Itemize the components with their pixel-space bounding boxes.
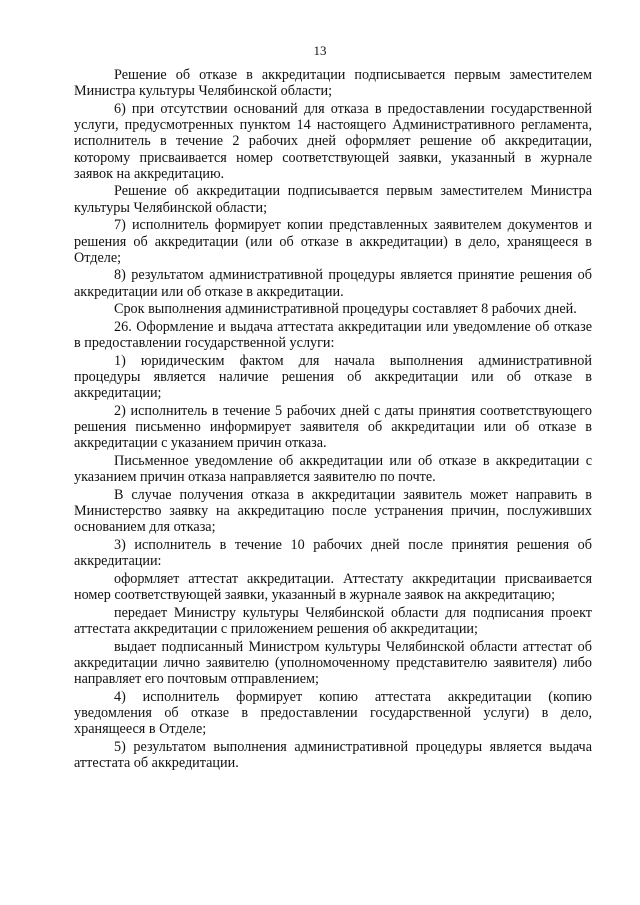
paragraph: Решение об аккредитации подписывается первым заместителем Министра культуры Челябинской области; [74,183,592,216]
document-body [74,67,592,773]
paragraph: 26. Оформление и выдача аттестата аккредитации или уведомление об отказе в предоставлении государственной услуги: [74,319,592,352]
paragraph: 5) результатом выполнения административной процедуры является выдача аттестата об аккредитации. [74,739,592,772]
paragraph: выдает подписанный Министром культуры Челябинской области аттестат об аккредитации лично заявителю (уполномоченному представителю заявителя) либо направляет его почтовым отправлением; [74,638,592,688]
paragraph: 2) исполнитель в течение 5 рабочих дней с даты принятия соответствующего решения письменно информирует заявителя об аккредитации или об отказе в аккредитации с указанием причин отказа. [74,403,592,452]
paragraph: 6) при отсутствии оснований для отказа в предоставлении государственной услуги, предусмотренных пунктом 14 настоящего Административного регламента, исполнитель в течение 2 рабочих дней оформляет решение об аккредитации, которому присваивается номер соответствующей заявки, указанный в журнале заявок на аккредитацию. [74,100,592,182]
paragraph: 3) исполнитель в течение 10 рабочих дней после принятия решения об аккредитации: [74,537,592,570]
paragraph: передает Министру культуры Челябинской области для подписания проект аттестата аккредитации с приложением решения об аккредитации; [74,605,592,638]
paragraph: В случае получения отказа в аккредитации заявитель может направить в Министерство заявку на аккредитацию после устранения причин, послуживших основанием для отказа; [74,487,592,536]
paragraph: Решение об отказе в аккредитации подписывается первым заместителем Министра культуры Челябинской области; [74,67,592,100]
paragraph: оформляет аттестат аккредитации. Аттестату аккредитации присваивается номер соответствующей заявки, указанный в журнале заявок на аккредитацию; [74,571,592,604]
paragraph: 1) юридическим фактом для начала выполнения административной процедуры является наличие решения об аккредитации или об отказе в аккредитации; [74,352,592,402]
paragraph: 7) исполнитель формирует копии представленных заявителем документов и решения об аккредитации (или об отказе в аккредитации) в дело, хранящееся в Отделе; [74,217,592,266]
paragraph: Письменное уведомление об аккредитации или об отказе в аккредитации с указанием причин отказа направляется заявителю по почте. [74,453,592,486]
page-number: 13 [313,43,327,58]
paragraph: Срок выполнения административной процедуры составляет 8 рабочих дней. [114,301,577,318]
paragraph: 8) результатом административной процедуры является принятие решения об аккредитации или об отказе в аккредитации. [74,267,592,300]
paragraph: 4) исполнитель формирует копию аттестата аккредитации (копию уведомления об отказе в предоставлении государственной услуги) в дело, хранящееся в Отделе; [74,689,592,738]
